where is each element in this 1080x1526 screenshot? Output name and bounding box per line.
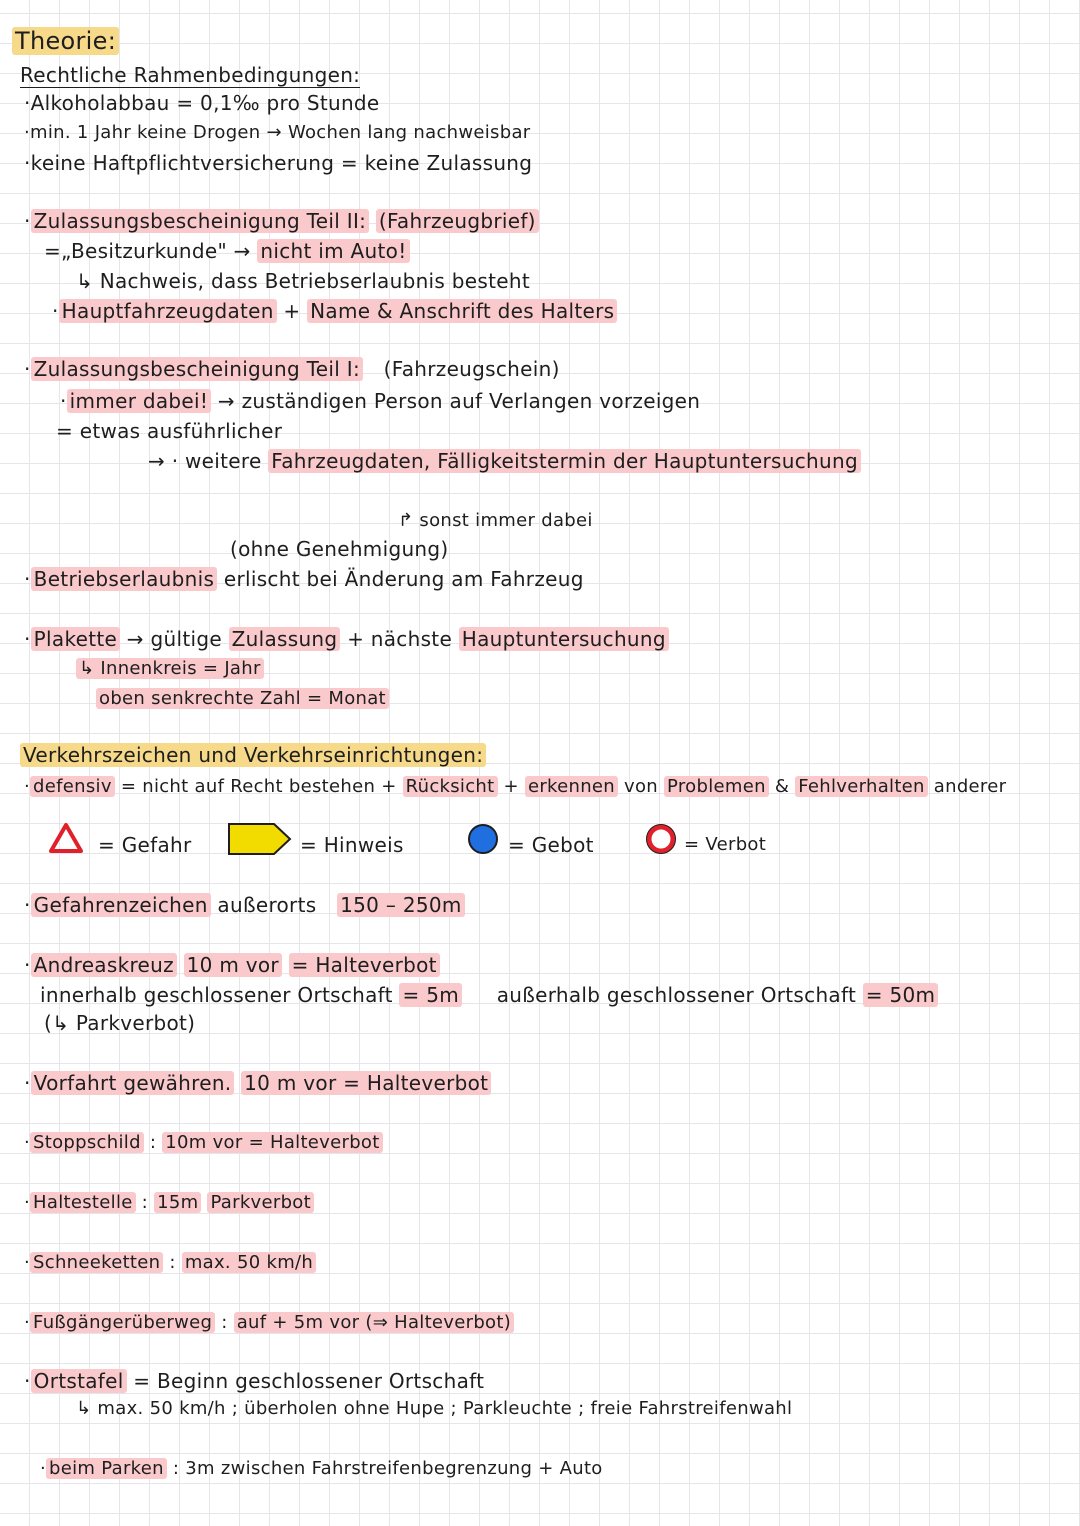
bullet-drugs: ·min. 1 Jahr keine Drogen → Wochen lang nachweisbar xyxy=(24,122,531,143)
rule-stoppschild: · Stoppschild : 10m vor = Halteverbot xyxy=(24,1130,383,1156)
be-line: · Betriebserlaubnis erlischt bei Änderung am Fahrzeug xyxy=(24,567,584,591)
section-title-legal: Rechtliche Rahmenbedingungen: xyxy=(20,63,361,87)
zb2-line1: =„Besitzurkunde" → nicht im Auto! xyxy=(44,238,410,264)
zb1-line2: = etwas ausführlicher xyxy=(56,419,283,443)
plakette-line3: oben senkrechte Zahl = Monat xyxy=(96,686,389,712)
info-arrow-sign-icon xyxy=(226,820,294,858)
rule-andreaskreuz: · Andreaskreuz 10 m vor = Halteverbot xyxy=(24,952,440,978)
be-note-paren: (ohne Genehmigung) xyxy=(230,537,449,561)
legend-verbot: = Verbot xyxy=(684,834,767,855)
rule-haltestelle: · Haltestelle : 15m Parkverbot xyxy=(24,1190,314,1216)
zb1-line3: → · weitere Fahrzeugdaten, Fälligkeitstermin der Hauptuntersuchung xyxy=(148,448,861,474)
rule-ortstafel-2: ↳ max. 50 km/h ; überholen ohne Hupe ; Parkleuchte ; freie Fahrstreifenwahl xyxy=(76,1398,793,1419)
zb2-line3: · Hauptfahrzeugdaten + Name & Anschrift des Halters xyxy=(52,298,617,324)
bullet-alcohol: ·Alkoholabbau = 0,1‰ pro Stunde xyxy=(24,91,380,115)
page-title: Theorie: xyxy=(12,28,119,54)
rule-andreaskreuz-2: innerhalb geschlossener Ortschaft = 5m außerhalb geschlossener Ortschaft = 50m xyxy=(40,982,938,1008)
section-title-signs: Verkehrszeichen und Verkehrseinrichtungen: xyxy=(20,742,486,768)
zb1-title: · Zulassungsbescheinigung Teil I: (Fahrzeugschein) xyxy=(24,357,560,381)
plakette-line1: · Plakette → gültige Zulassung + nächste Hauptuntersuchung xyxy=(24,626,669,652)
bullet-insurance: ·keine Haftpflichtversicherung = keine Zulassung xyxy=(24,151,533,175)
defensiv-line: · defensiv = nicht auf Recht bestehen + Rücksicht + erkennen von Problemen & Fehlverhalten anderer xyxy=(24,776,1007,797)
zb2-title: · Zulassungsbescheinigung Teil II: (Fahrzeugbrief) xyxy=(24,208,539,234)
rule-gefahrenzeichen: · Gefahrenzeichen außerorts 150 – 250m xyxy=(24,892,465,918)
rule-ortstafel: · Ortstafel = Beginn geschlossener Ortschaft xyxy=(24,1369,485,1393)
legend-gefahr: = Gefahr xyxy=(98,833,192,857)
rule-fussgaenger: · Fußgängerüberweg : auf + 5m vor (⇒ Halteverbot) xyxy=(24,1310,514,1336)
be-note-top: ↱ sonst immer dabei xyxy=(398,510,593,531)
rule-vorfahrt: · Vorfahrt gewähren. 10 m vor = Halteverbot xyxy=(24,1070,491,1096)
legend-hinweis: = Hinweis xyxy=(300,833,404,857)
prohibition-circle-icon xyxy=(644,822,678,856)
rule-parken: · beim Parken : 3m zwischen Fahrstreifenbegrenzung + Auto xyxy=(40,1458,603,1479)
danger-triangle-icon xyxy=(48,822,84,854)
rule-schneeketten: · Schneeketten : max. 50 km/h xyxy=(24,1250,316,1276)
mandatory-circle-icon xyxy=(466,822,500,856)
zb1-line1: · immer dabei! → zuständigen Person auf Verlangen vorzeigen xyxy=(60,389,701,413)
rule-andreaskreuz-3: (↳ Parkverbot) xyxy=(44,1011,196,1035)
legend-gebot: = Gebot xyxy=(508,833,594,857)
zb2-line2: ↳ Nachweis, dass Betriebserlaubnis besteht xyxy=(76,269,530,293)
plakette-line2: ↳ Innenkreis = Jahr xyxy=(76,656,264,682)
